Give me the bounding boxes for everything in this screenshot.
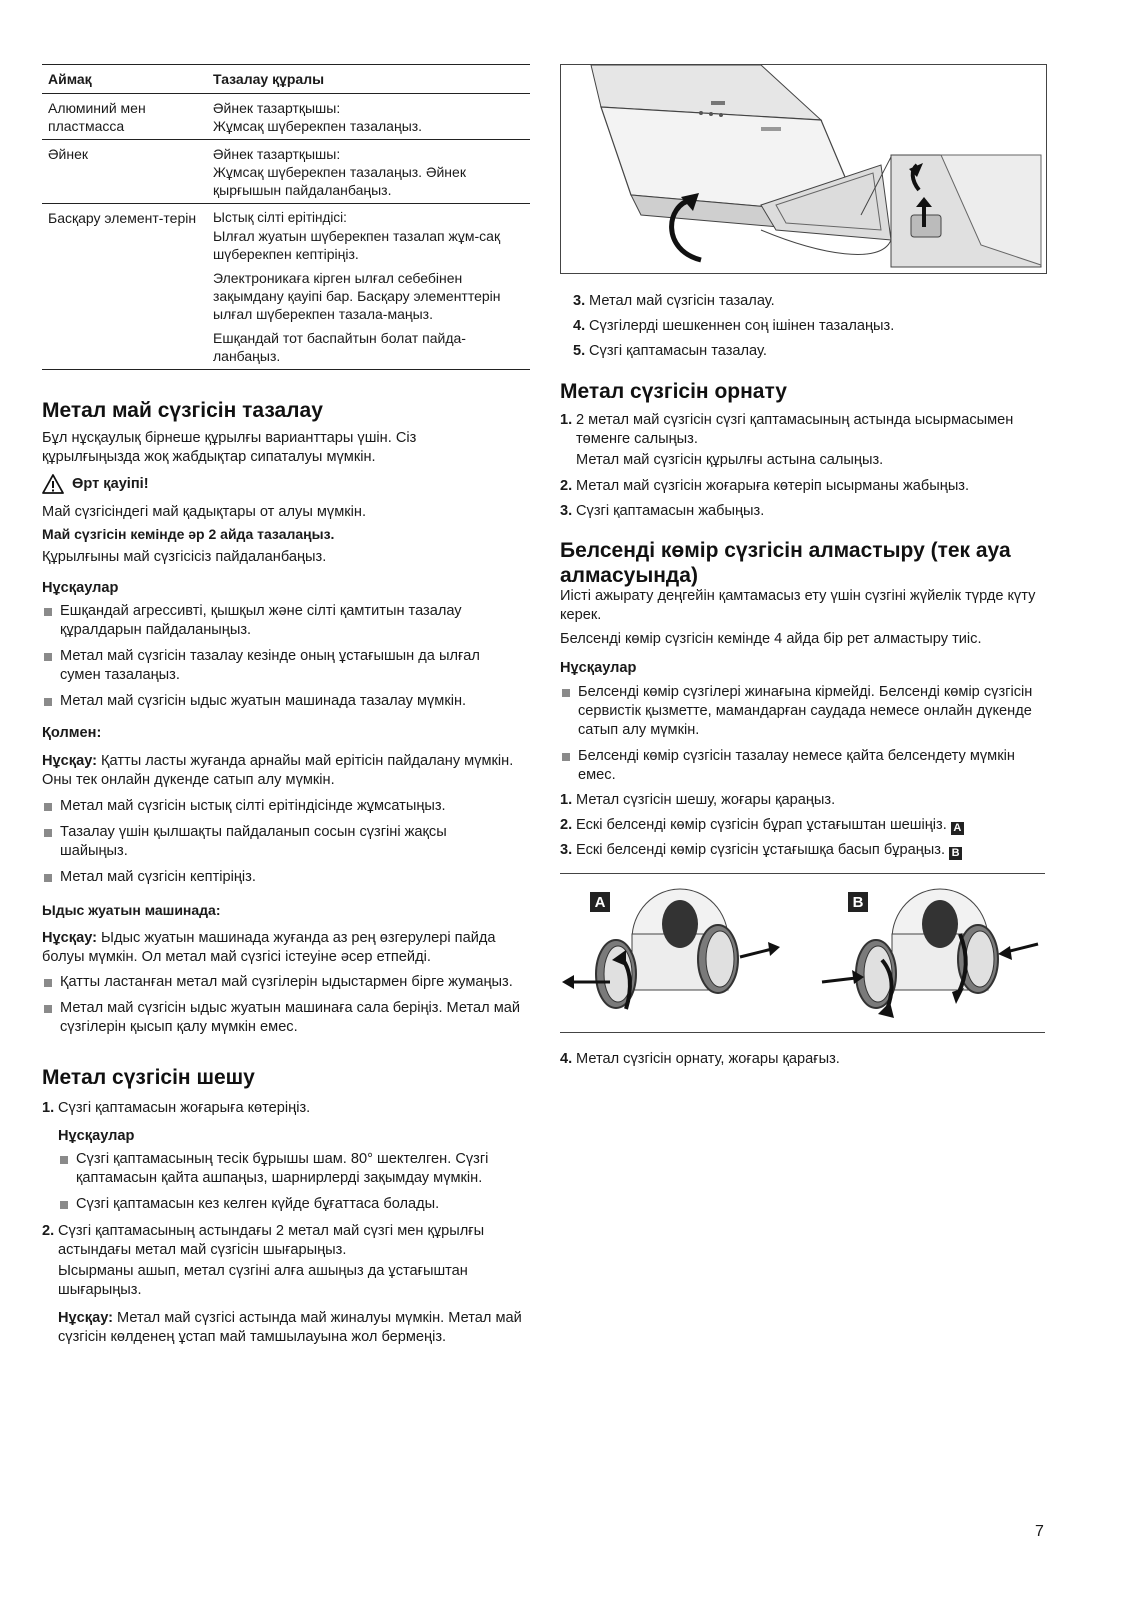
section-title-install-filter: Метал сүзгісін орнату (560, 380, 787, 403)
step-detail: Ысырманы ашып, метал сүзгіні алға ашыңыз да ұстағыштан шығарыңыз. (58, 1263, 468, 1298)
warning-text: Құрылғыны май сүзгісісіз пайдаланбаңыз. (42, 549, 327, 565)
remove-steps (42, 1099, 522, 1124)
carbon-steps (560, 1050, 1057, 1075)
list-item: Белсенді көмір сүзгілері жинағына кірмейді. Белсенді көмір сүзгісін сервистік қызметте, мамандарған саудада немесе онлайн дүкенде сатып алу мүмкін. (560, 683, 1046, 740)
table-cell-tools (207, 140, 530, 204)
dishwasher-note: Нұсқау: Ыдыс жуатын машинада жуғанда аз рең өзгерулері пайда болуы мүмкін. Ол метал май сүзгісі істеуіне әсер етпейді. (42, 930, 496, 965)
list-item: 1. 2 метал май сүзгісін сүзгі қаптамасының астында ысырмасымен төменге салыңыз. (560, 412, 1014, 447)
figure-label-a: A (594, 894, 606, 911)
dishwasher-heading: Ыдыс жуатын машинада: (42, 902, 221, 918)
list-item: Ешқандай агрессивті, қышқыл және сілті қамтитын тазалау құралдарын пайдаланыңыз. (42, 602, 518, 640)
list-item: 3. Метал май сүзгісін тазалау. (573, 293, 775, 309)
cleaning-steps (573, 292, 1070, 367)
warning-text: Май сүзгісіндегі май қадықтары от алуы мүмкін. (42, 504, 366, 520)
install-steps (560, 411, 1030, 455)
list-item: Метал май сүзгісін ыстық сілті ерітіндісінде жұмсатыңыз. (42, 797, 518, 816)
tool-instruction: Ылғал жуатын шүберекпен тазалап жұм-сақ шүберекпен кептіріңіз. (213, 228, 501, 262)
notes-heading: Нұсқаулар (42, 580, 119, 596)
section-title-remove-filter: Метал сүзгісін шешу (42, 1066, 255, 1089)
list-item: Метал май сүзгісін ыдыс жуатын машинаға сала беріңіз. Метал май сүзгілерін қысып қалу мүмкін емес. (42, 999, 526, 1037)
table-cell-area: Әйнек (42, 140, 207, 204)
fire-warning-heading (42, 474, 149, 494)
tool-warning: Электроникаға кірген ылғал себебінен зақымдану қауіпі бар. Басқару элементтерін ылғал шүберекпен тазала-маңыз. (213, 270, 501, 322)
notes-list (42, 602, 518, 718)
warning-title: Өрт қауіпі! (72, 476, 149, 492)
tool-name: Әйнек тазартқышы: (213, 100, 341, 116)
tool-name: Ыстық сілті ерітіндісі: (213, 210, 347, 225)
list-item: 3. Сүзгі қаптамасын жабыңыз. (560, 503, 765, 519)
notes-heading: Нұсқаулар (58, 1128, 135, 1144)
section-title-carbon-filter: Белсенді көмір сүзгісін алмастыру (тек ауа алмасуында) (560, 539, 1011, 587)
label-a-badge: A (951, 822, 964, 835)
table-cell-tools (207, 94, 530, 140)
tool-instruction: Жұмсақ шүберекпен тазалаңыз. (213, 118, 423, 134)
list-item: Сүзгі қаптамасын кез келген күйде бұғаттаса болады. (58, 1195, 530, 1214)
list-item: 2. Сүзгі қаптамасының астындағы 2 метал май сүзгі мен құрылғы астындағы метал май сүзгісін шығарыңыз. (42, 1223, 485, 1258)
list-item: Қатты ластанған метал май сүзгілерін ыдыстармен бірге жумаңыз. (42, 973, 526, 992)
list-item: 2. Ескі белсенді көмір сүзгісін бұрап ұстағыштан шешіңіз. A (560, 816, 1057, 835)
table-cell-area: Басқару элемент-терін (42, 204, 207, 370)
list-item: 1. Сүзгі қаптамасын жоғарыға көтеріңіз. (42, 1100, 311, 1116)
step-note: Нұсқау: Метал май сүзгісі астында май жиналуы мүмкін. Метал май сүзгісін көлденең ұстап май тамшылауына жол бермеңіз. (58, 1310, 522, 1345)
table-cell-area: Алюминий мен пластмасса (42, 94, 207, 140)
list-item: Тазалау үшін қылшақты пайдаланып сосын сүзгіні жақсы шайыңыз. (42, 823, 518, 861)
intro-text: Бұл нұсқаулық бірнеше құрылғы варианттары үшін. Сіз құрылғыңызда жоқ жабдықтар сипаталуы мүмкін. (42, 430, 417, 465)
figure-label-b: B (852, 894, 864, 911)
tool-instruction: Жұмсақ шүберекпен тазалаңыз. Әйнек қырғышын пайдаланбаңыз. (213, 164, 466, 198)
list-item: 4. Метал сүзгісін орнату, жоғары қарағыз. (560, 1051, 840, 1067)
step-detail: Метал май сүзгісін құрылғы астына салыңыз. (576, 452, 884, 468)
hood-filter-drawing (561, 65, 1046, 273)
carbon-intro: Иісті ажырату деңгейін қамтамасыз ету үшін сүзгіні жүйелік түрде күту керек. (560, 588, 1036, 623)
dishwasher-list (42, 973, 526, 1044)
section-title-clean-metal-filter: Метал май сүзгісін тазалау (42, 399, 323, 422)
cleaning-table (42, 64, 530, 370)
notes-list (58, 1150, 530, 1221)
table-row (42, 204, 530, 370)
hood-filter-illustration (560, 64, 1047, 274)
manual-heading: Қолмен: (42, 725, 102, 741)
list-item: Белсенді көмір сүзгісін тазалау немесе қайта белсендету мүмкін емес. (560, 747, 1046, 785)
page-number: 7 (1035, 1523, 1044, 1540)
list-item: Метал май сүзгісін кептіріңіз. (42, 868, 518, 887)
warning-text-bold: Май сүзгісін кемінде әр 2 айда тазалаңыз. (42, 526, 335, 542)
carbon-steps (560, 791, 1057, 866)
carbon-interval: Белсенді көмір сүзгісін кемінде 4 айда бір рет алмастыру тиіс. (560, 631, 982, 647)
table-header-tools: Тазалау құралы (207, 65, 530, 94)
tool-warning: Ешқандай тот баспайтын болат пайда-ланбаңыз. (213, 330, 466, 364)
table-header-area: Аймақ (42, 65, 207, 94)
tool-name: Әйнек тазартқышы: (213, 146, 341, 162)
notes-heading: Нұсқаулар (560, 660, 637, 676)
install-steps (560, 477, 1057, 527)
table-row (42, 140, 530, 204)
remove-steps (42, 1222, 526, 1266)
list-item: 5. Сүзгі қаптамасын тазалау. (573, 343, 767, 359)
table-row (42, 94, 530, 140)
list-item: 4. Сүзгілерді шешкеннен соң ішінен тазалаңыз. (573, 318, 895, 334)
manual-note: Нұсқау: Қатты ласты жуғанда арнайы май ерітісін пайдалану мүмкін. Оны тек онлайн дүкенде сатып алу мүмкін. (42, 753, 514, 788)
list-item: Метал май сүзгісін ыдыс жуатын машинада тазалау мүмкін. (42, 692, 518, 711)
list-item: 1. Метал сүзгісін шешу, жоғары қараңыз. (560, 792, 836, 808)
list-item: 3. Ескі белсенді көмір сүзгісін ұстағышқа басып бұраңыз. B (560, 841, 1057, 860)
list-item: 2. Метал май сүзгісін жоғарыға көтеріп ысырманы жабыңыз. (560, 478, 970, 494)
label-b-badge: B (949, 847, 962, 860)
table-cell-tools (207, 204, 530, 370)
list-item: Сүзгі қаптамасының тесік бұрышы шам. 80° шектелген. Сүзгі қаптамасын қайта ашпаңыз, шарнирлерді зақымдау мүмкін. (58, 1150, 530, 1188)
warning-triangle-icon (42, 474, 64, 494)
carbon-filter-illustration (560, 873, 1045, 1033)
notes-list (560, 683, 1046, 792)
carbon-filter-drawing (560, 874, 1045, 1032)
manual-steps-list (42, 797, 518, 894)
list-item: Метал май сүзгісін тазалау кезінде оның ұстағышын да ылғал сумен тазалаңыз. (42, 647, 518, 685)
